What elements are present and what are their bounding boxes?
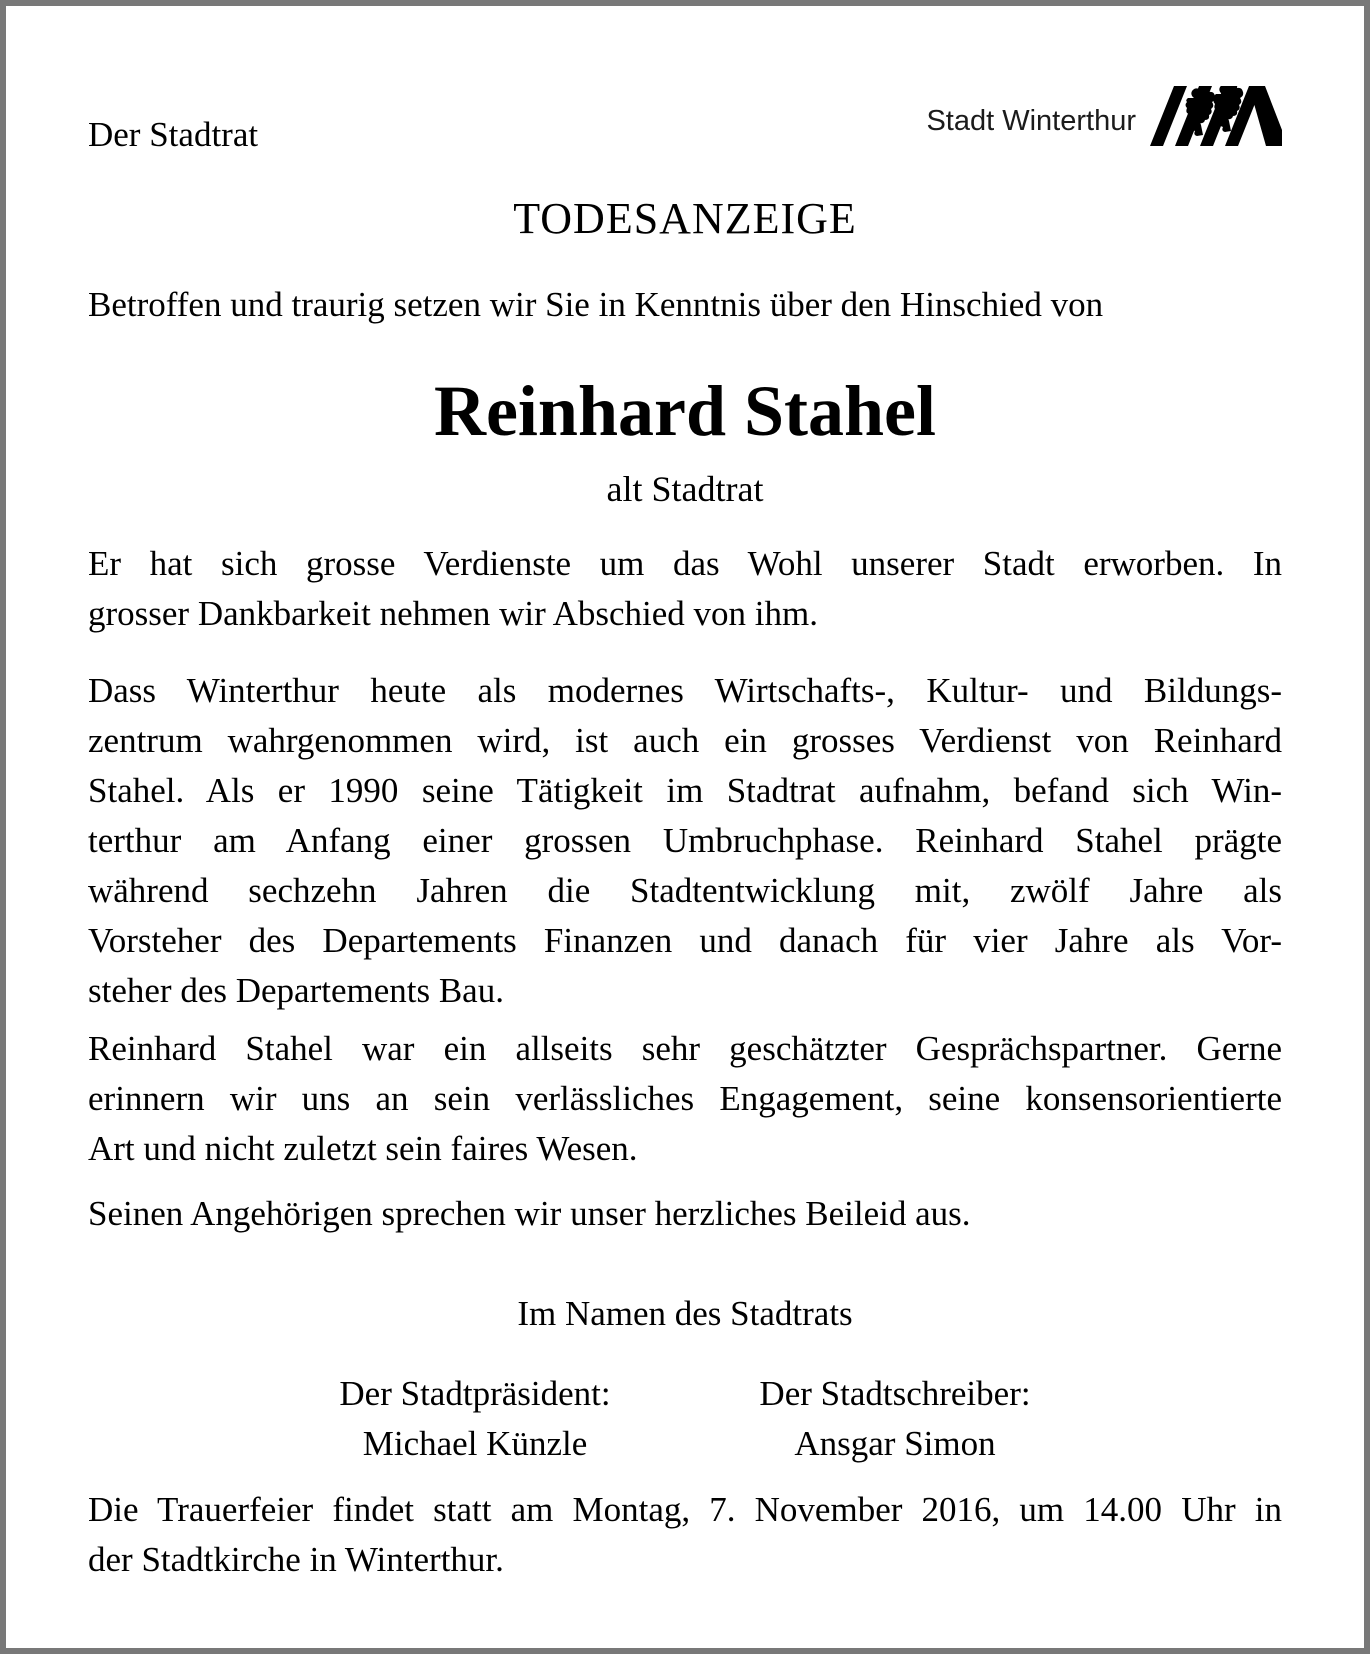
paragraph-career xyxy=(88,666,1282,1016)
text-line: der Stadtkirche in Winterthur. xyxy=(88,1540,504,1579)
text-line: Seinen Angehörigen sprechen wir unser herzliches Beileid aus. xyxy=(88,1194,971,1233)
signature-heading: Im Namen des Stadtrats xyxy=(517,1294,853,1333)
page-content xyxy=(6,78,1364,1654)
text-line: Die Trauerfeier findet statt am Montag, 7. November 2016, um 14.00 Uhr in xyxy=(88,1490,1282,1529)
signature-right xyxy=(715,1369,1075,1469)
signature-left xyxy=(295,1369,655,1469)
sender-label: Der Stadtrat xyxy=(88,115,259,154)
text-line: steher des Departements Bau. xyxy=(88,971,504,1010)
deceased-name: Reinhard Stahel xyxy=(433,371,937,451)
notice-intro-line: Betroffen und traurig setzen wir Sie in Kenntnis über den Hinschied von xyxy=(88,285,1104,324)
paragraph-character xyxy=(88,1024,1282,1174)
signature-right-role: Der Stadtschreiber: xyxy=(759,1374,1031,1413)
notice-kicker: TODESANZEIGE xyxy=(513,194,857,243)
text-line: während sechzehn Jahren die Stadtentwicklung mit, zwölf Jahre als xyxy=(88,871,1282,910)
text-line: terthur am Anfang einer grossen Umbruchphase. Reinhard Stahel prägte xyxy=(88,821,1282,860)
text-line: zentrum wahrgenommen wird, ist auch ein grosses Verdienst von Reinhard xyxy=(88,721,1282,760)
stadt-winterthur-logo xyxy=(926,78,1282,146)
signature-left-name: Michael Künzle xyxy=(362,1424,588,1463)
stadt-winterthur-w-icon xyxy=(1150,86,1282,146)
page-header xyxy=(88,78,1282,154)
text-line: Vorsteher des Departements Finanzen und danach für vier Jahre als Vor- xyxy=(88,921,1282,960)
text-line: Stahel. Als er 1990 seine Tätigkeit im Stadtrat aufnahm, befand sich Win- xyxy=(88,771,1282,810)
text-line: erinnern wir uns an sein verlässliches Engagement, seine konsensorientierte xyxy=(88,1079,1282,1118)
text-line: grosser Dankbarkeit nehmen wir Abschied von ihm. xyxy=(88,594,818,633)
signature-right-name: Ansgar Simon xyxy=(794,1424,996,1463)
signature-left-role: Der Stadtpräsident: xyxy=(339,1374,611,1413)
text-line: Er hat sich grosse Verdienste um das Wohl unserer Stadt erworben. In xyxy=(88,544,1282,583)
paragraph-merits xyxy=(88,539,1282,639)
text-line: Dass Winterthur heute als modernes Wirtschafts-, Kultur- und Bildungs- xyxy=(88,671,1282,710)
signature-block xyxy=(88,1369,1282,1469)
stadt-winterthur-logo-text: Stadt Winterthur xyxy=(926,105,1136,137)
paragraph-condolences xyxy=(88,1189,1282,1239)
funeral-details xyxy=(88,1485,1282,1585)
text-line: Art und nicht zuletzt sein faires Wesen. xyxy=(88,1129,638,1168)
text-line: Reinhard Stahel war ein allseits sehr geschätzter Gesprächspartner. Gerne xyxy=(88,1029,1282,1068)
deceased-subtitle: alt Stadtrat xyxy=(606,469,764,509)
